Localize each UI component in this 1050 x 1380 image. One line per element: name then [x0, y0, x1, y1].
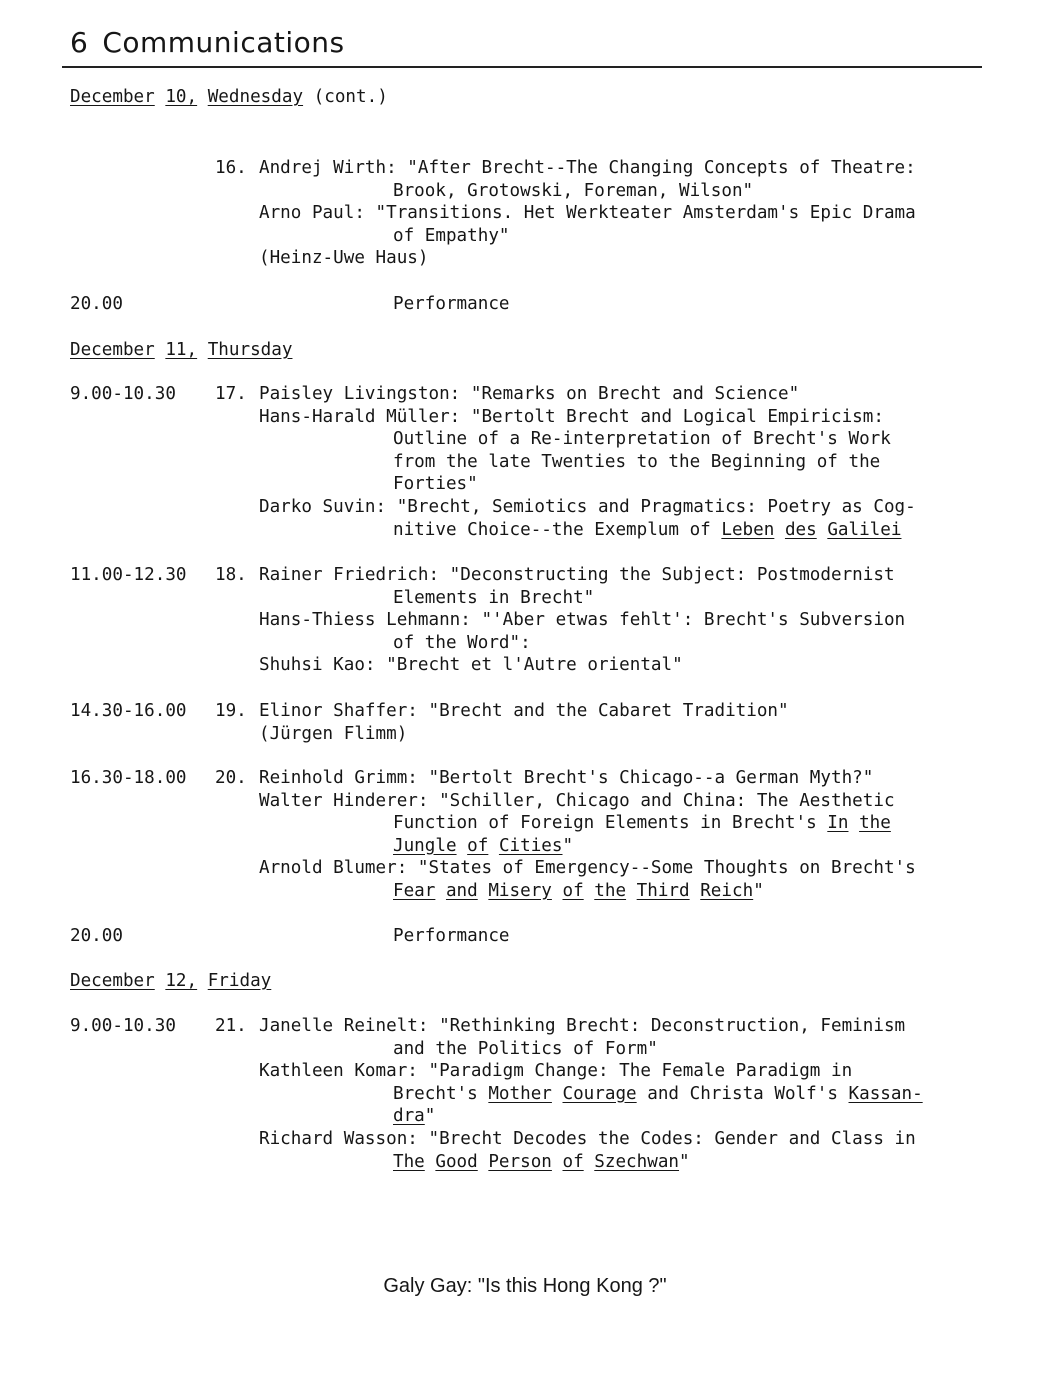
work-title-word: Good — [435, 1151, 478, 1172]
text-span: " — [753, 881, 764, 901]
session-time: 20.00 — [70, 926, 123, 946]
work-title-word: Third — [636, 881, 690, 901]
work-title-word: Person — [488, 1151, 552, 1172]
date-month: December — [70, 87, 155, 107]
header-rule — [62, 66, 982, 68]
work-title-word: Galilei — [827, 519, 902, 540]
work-title-word: Reich — [700, 881, 754, 901]
date-weekday: Friday — [207, 971, 272, 991]
text-span: " — [562, 835, 574, 856]
text-span: " — [679, 1151, 690, 1172]
text-span: Brecht's — [393, 1083, 478, 1104]
session-line — [393, 812, 891, 835]
session-number: 20. — [215, 768, 247, 788]
session-line: Outline of a Re-interpretation of Brecht's Work — [393, 429, 891, 450]
work-title-word: Kassan- — [848, 1083, 923, 1104]
session-time: 9.00-10.30 — [70, 1016, 176, 1036]
work-title-word: of — [467, 835, 489, 856]
session-line: Forties" — [393, 474, 478, 495]
continued-note: (cont.) — [313, 87, 388, 107]
work-title-word: Leben — [721, 519, 775, 540]
session-line — [393, 1105, 435, 1128]
date-month: December — [70, 340, 155, 360]
session-line: Darko Suvin: "Brecht, Semiotics and Pragmatics: Poetry as Cog- — [259, 497, 916, 517]
session-line — [393, 1151, 690, 1174]
session-time: 16.30-18.00 — [70, 768, 187, 788]
session-line: Paisley Livingston: "Remarks on Brecht and Science" — [259, 384, 800, 404]
footer-quote: Galy Gay: "Is this Hong Kong ?" — [383, 1275, 667, 1297]
session-line: Hans-Harald Müller: "Bertolt Brecht and Logical Empiricism: — [259, 406, 884, 427]
session-line: Reinhold Grimm: "Bertolt Brecht's Chicago--a German Myth?" — [259, 768, 874, 788]
day-heading-dec-12 — [70, 970, 271, 993]
work-title-word: the — [594, 881, 627, 901]
session-number: 21. — [215, 1016, 247, 1036]
text-span: Function of Foreign Elements in Brecht's — [393, 813, 817, 834]
work-title-word: Mother — [488, 1083, 552, 1104]
session-line: Richard Wasson: "Brecht Decodes the Codes: Gender and Class in — [259, 1129, 916, 1149]
session-line: of Empathy" — [393, 225, 510, 246]
session-line — [393, 835, 573, 858]
session-line: Andrej Wirth: "After Brecht--The Changing Concepts of Theatre: — [259, 158, 916, 178]
work-title-word: Courage — [562, 1083, 637, 1104]
session-line: Rainer Friedrich: "Deconstructing the Subject: Postmodernist — [259, 565, 895, 585]
session-line: of the Word": — [393, 632, 531, 653]
work-title-word: des — [784, 519, 817, 540]
session-line — [393, 880, 764, 903]
session-number: 18. — [215, 565, 247, 585]
work-title-word: the — [859, 813, 891, 834]
session-line: Kathleen Komar: "Paradigm Change: The Female Paradigm in — [259, 1061, 853, 1082]
session-line: Shuhsi Kao: "Brecht et l'Autre oriental" — [259, 655, 683, 676]
date-day: 11, — [165, 340, 198, 360]
session-line: Elements in Brecht" — [393, 587, 595, 608]
work-title-word: of — [562, 1151, 584, 1172]
work-title-word: Fear — [393, 881, 436, 901]
work-title-word: dra — [393, 1106, 425, 1127]
session-line: Janelle Reinelt: "Rethinking Brecht: Deconstruction, Feminism — [259, 1016, 906, 1036]
work-title-word: Cities — [498, 835, 563, 856]
session-chair: (Jürgen Flimm) — [259, 723, 408, 744]
date-weekday: Thursday — [207, 340, 293, 360]
work-title-word: Misery — [488, 881, 552, 901]
session-line: from the late Twenties to the Beginning of the — [393, 451, 881, 472]
session-line: and the Politics of Form" — [393, 1038, 658, 1059]
text-span: and Christa Wolf's — [647, 1083, 838, 1104]
date-day: 10, — [165, 87, 198, 107]
session-number: 16. — [215, 158, 247, 178]
session-time: 9.00-10.30 — [70, 384, 176, 404]
work-title-word: and — [445, 881, 478, 901]
work-title-word: Szechwan — [594, 1151, 680, 1172]
session-line: Elinor Shaffer: "Brecht and the Cabaret Tradition" — [259, 701, 789, 721]
session-chair: (Heinz-Uwe Haus) — [259, 248, 429, 269]
session-line — [393, 1083, 923, 1106]
work-title-word: In — [827, 813, 849, 834]
day-heading-dec-11 — [70, 339, 292, 362]
work-title-word: of — [562, 881, 584, 901]
work-title-word: Jungle — [393, 835, 457, 856]
page-number: 6 — [70, 26, 89, 59]
performance-label: Performance — [393, 294, 510, 314]
session-number: 19. — [215, 701, 247, 721]
session-time: 20.00 — [70, 294, 123, 314]
session-time: 11.00-12.30 — [70, 565, 187, 585]
date-weekday: Wednesday — [207, 87, 304, 107]
session-line — [393, 519, 901, 542]
page-title: Communications — [102, 26, 345, 59]
day-heading-dec-10 — [70, 86, 388, 109]
session-time: 14.30-16.00 — [70, 701, 187, 721]
date-month: December — [70, 971, 155, 991]
page-header — [70, 26, 345, 59]
session-line: Hans-Thiess Lehmann: "'Aber etwas fehlt': Brecht's Subversion — [259, 610, 906, 631]
session-line: Arno Paul: "Transitions. Het Werkteater Amsterdam's Epic Drama — [259, 203, 916, 224]
session-line: Brook, Grotowski, Foreman, Wilson" — [393, 180, 754, 201]
session-line: Walter Hinderer: "Schiller, Chicago and China: The Aesthetic — [259, 790, 895, 811]
date-day: 12, — [165, 971, 198, 991]
work-title-word: The — [393, 1151, 425, 1172]
text-span: nitive Choice--the Exemplum of — [393, 519, 711, 540]
performance-label: Performance — [393, 926, 510, 946]
session-number: 17. — [215, 384, 247, 404]
text-span: " — [424, 1106, 436, 1127]
session-line: Arnold Blumer: "States of Emergency--Some Thoughts on Brecht's — [259, 858, 916, 879]
